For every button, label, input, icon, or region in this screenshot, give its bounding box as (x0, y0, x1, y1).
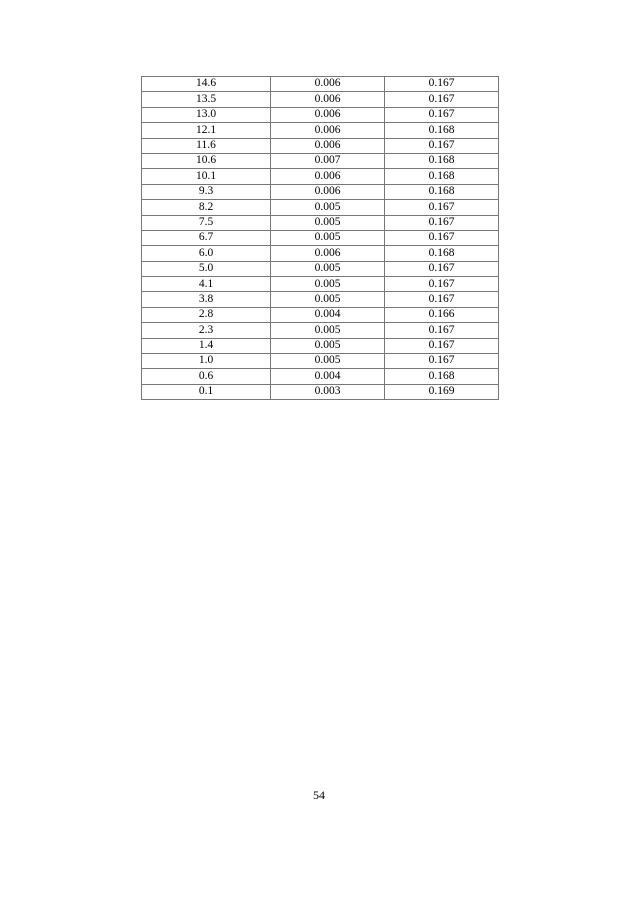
table-cell: 3.8 (142, 292, 271, 307)
table-row (142, 307, 499, 322)
table-cell: 0.168 (385, 246, 499, 261)
table-cell: 0.1 (142, 384, 271, 399)
table-cell: 0.167 (385, 354, 499, 369)
table-row (142, 292, 499, 307)
table-row (142, 123, 499, 138)
table-cell: 0.167 (385, 261, 499, 276)
table-cell: 9.3 (142, 184, 271, 199)
table-cell: 6.0 (142, 246, 271, 261)
table-cell: 0.006 (271, 246, 385, 261)
table-row (142, 354, 499, 369)
table-cell: 0.167 (385, 292, 499, 307)
table-cell: 0.005 (271, 292, 385, 307)
table-cell: 10.6 (142, 153, 271, 168)
table-row (142, 138, 499, 153)
table-row (142, 200, 499, 215)
table-row (142, 230, 499, 245)
table-cell: 0.004 (271, 369, 385, 384)
table-cell: 0.168 (385, 184, 499, 199)
table-cell: 0.003 (271, 384, 385, 399)
table-cell: 0.005 (271, 230, 385, 245)
table-cell: 0.167 (385, 323, 499, 338)
table-cell: 0.167 (385, 338, 499, 353)
table-row (142, 77, 499, 92)
table-cell: 0.166 (385, 307, 499, 322)
table-row (142, 184, 499, 199)
table-cell: 0.167 (385, 77, 499, 92)
table-row (142, 169, 499, 184)
table-row (142, 338, 499, 353)
table-cell: 0.167 (385, 230, 499, 245)
data-table-body (142, 77, 499, 400)
table-cell: 0.005 (271, 277, 385, 292)
table-cell: 0.167 (385, 200, 499, 215)
table-cell: 0.006 (271, 169, 385, 184)
table-row (142, 384, 499, 399)
table-cell: 13.0 (142, 107, 271, 122)
table-row (142, 246, 499, 261)
table-cell: 8.2 (142, 200, 271, 215)
table-cell: 11.6 (142, 138, 271, 153)
table-cell: 0.006 (271, 123, 385, 138)
table-cell: 0.167 (385, 277, 499, 292)
table-row (142, 277, 499, 292)
table-cell: 0.006 (271, 107, 385, 122)
table-cell: 0.168 (385, 369, 499, 384)
table-cell: 0.6 (142, 369, 271, 384)
table-cell: 0.167 (385, 138, 499, 153)
table-cell: 0.169 (385, 384, 499, 399)
table-cell: 0.167 (385, 215, 499, 230)
table-row (142, 369, 499, 384)
table-row (142, 153, 499, 168)
table-row (142, 215, 499, 230)
table-cell: 0.005 (271, 323, 385, 338)
table-cell: 0.006 (271, 138, 385, 153)
table-cell: 1.0 (142, 354, 271, 369)
table-cell: 0.005 (271, 261, 385, 276)
table-cell: 12.1 (142, 123, 271, 138)
table-cell: 5.0 (142, 261, 271, 276)
table-cell: 2.3 (142, 323, 271, 338)
table-cell: 0.005 (271, 200, 385, 215)
table-cell: 10.1 (142, 169, 271, 184)
table-cell: 0.168 (385, 153, 499, 168)
table-cell: 0.005 (271, 354, 385, 369)
table-cell: 0.005 (271, 215, 385, 230)
table-cell: 6.7 (142, 230, 271, 245)
table-cell: 14.6 (142, 77, 271, 92)
table-cell: 0.168 (385, 169, 499, 184)
table-row (142, 323, 499, 338)
table-row (142, 92, 499, 107)
table-cell: 7.5 (142, 215, 271, 230)
table-row (142, 107, 499, 122)
table-cell: 0.168 (385, 123, 499, 138)
page-number: 54 (313, 788, 325, 802)
table-cell: 0.005 (271, 338, 385, 353)
table-row (142, 261, 499, 276)
data-table (141, 76, 499, 400)
table-cell: 0.006 (271, 184, 385, 199)
table-cell: 4.1 (142, 277, 271, 292)
table-cell: 0.006 (271, 77, 385, 92)
table-cell: 0.007 (271, 153, 385, 168)
table-cell: 0.004 (271, 307, 385, 322)
table-cell: 1.4 (142, 338, 271, 353)
table-cell: 0.167 (385, 107, 499, 122)
table-cell: 0.006 (271, 92, 385, 107)
table-cell: 2.8 (142, 307, 271, 322)
table-cell: 13.5 (142, 92, 271, 107)
table-cell: 0.167 (385, 92, 499, 107)
